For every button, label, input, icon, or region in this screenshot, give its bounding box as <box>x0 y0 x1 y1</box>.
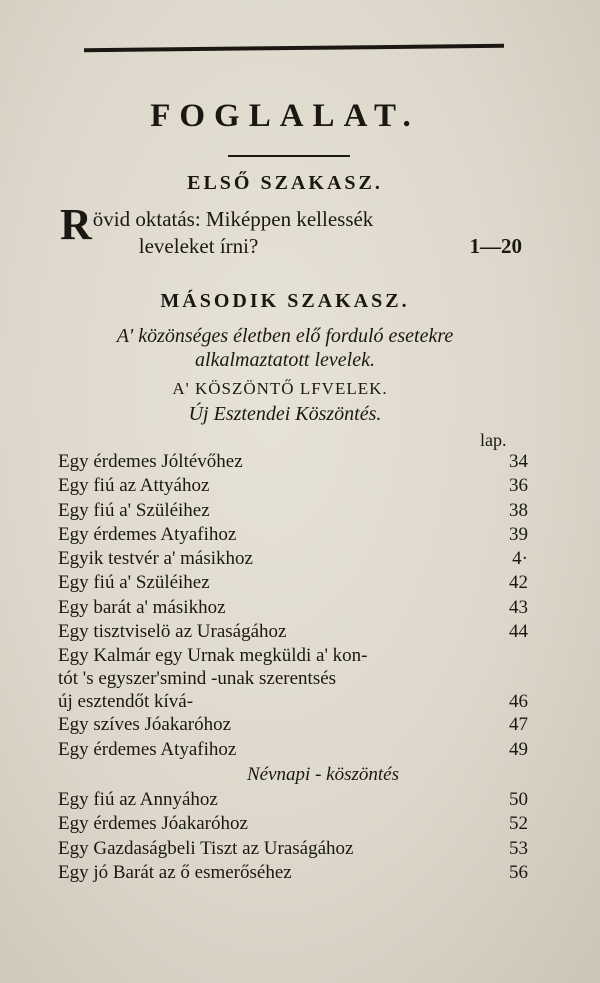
new-year-heading: Új Esztendei Köszöntés. <box>188 403 382 425</box>
section-2-subtitle-1: A' közönséges életben elő forduló esetekre <box>116 325 454 347</box>
top-rule <box>84 44 504 52</box>
intro-line-2 <box>93 233 530 260</box>
toc-entry: Egy jó Barát az ő esmerőséhez 56 <box>58 861 528 883</box>
section-2-subtitle-2: alkalmaztatott levelek. <box>195 349 375 371</box>
section-1-intro <box>60 200 530 260</box>
toc-entry: Egy Gazdaságbeli Tiszt az Uraságához 53 <box>58 837 528 859</box>
toc-entries <box>58 450 528 885</box>
page-title: FOGLALAT. <box>150 98 420 134</box>
toc-entry: Egy Kalmár egy Urnak megküldi a' kon- tót 's egyszer'smind -unak szerentsés új esztendőt kívá- 46 <box>58 645 528 713</box>
intro-pages: 1—20 <box>469 234 522 258</box>
intro-line-2-text: leveleket írni? <box>138 234 259 258</box>
toc-entry: Egy fiú a' Szüléihez 38 <box>58 499 528 521</box>
toc-entry: Egy fiú az Annyához 50 <box>58 788 528 810</box>
page-column-header: lap. <box>480 430 507 450</box>
toc-entry: Egy érdemes Atyafihoz 49 <box>58 738 528 760</box>
toc-entry: Egy barát a' másikhoz 43 <box>58 596 528 618</box>
intro-line-1: övid oktatás: Miképpen kellessék <box>92 207 374 231</box>
toc-entry: Egy tisztviselö az Uraságához 44 <box>58 621 528 643</box>
section-1-heading: ELSŐ SZAKASZ. <box>187 172 383 194</box>
toc-entry: Egyik testvér a' másikhoz 4· <box>58 548 528 570</box>
toc-entry: Egy érdemes Atyafihoz 39 <box>58 523 528 545</box>
dropcap: R <box>60 200 92 249</box>
section-2-heading: MÁSODIK SZAKASZ. <box>160 290 410 312</box>
toc-entry: Egy fiú az Attyához 36 <box>58 475 528 497</box>
greeting-letters-heading: A' KÖSZÖNTŐ LFVELEK. <box>172 379 388 398</box>
toc-entry: Egy szíves Jóakaróhoz 47 <box>58 714 528 736</box>
nameday-heading: Névnapi - köszöntés <box>247 763 399 785</box>
toc-entry: Egy fiú a' Szüléihez 42 <box>58 572 528 594</box>
toc-entry: Egy érdemes Jóltévőhez 34 <box>58 451 528 472</box>
toc-entry: Egy érdemes Jóakaróhoz 52 <box>58 813 528 835</box>
title-rule <box>228 155 350 157</box>
